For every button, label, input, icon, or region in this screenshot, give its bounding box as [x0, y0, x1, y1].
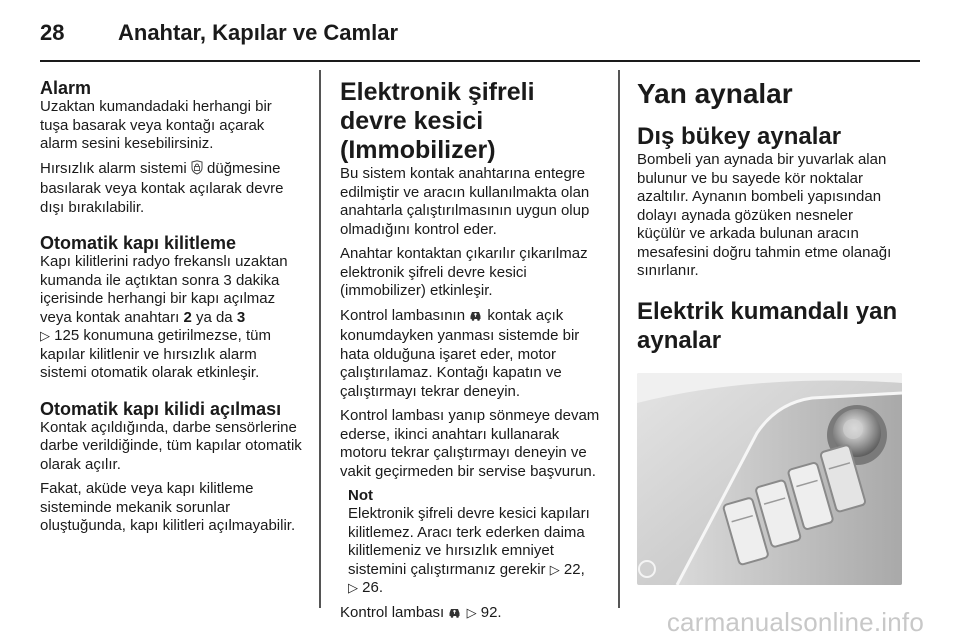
immobilizer-paragraph-2: Anahtar kontaktan çıkarılır çıkarılmaz elektronik şifreli devre kesici (immobilizer) etkinleşir.	[340, 245, 588, 299]
immobilizer-paragraph-1: Bu sistem kontak anahtarına entegre edilmiştir ve aracın kullanılmakta olan anahtarla çalıştırılmasının uygun olup olmadığını kontrol eder.	[340, 165, 590, 238]
key-position-3: 3	[236, 308, 246, 326]
triangle-right-icon: ▷	[348, 580, 358, 595]
note-ref-2: 26.	[362, 579, 384, 596]
convex-mirrors-heading: Dış bükey aynalar	[637, 123, 842, 150]
column-3	[637, 78, 902, 585]
autounlock-heading: Otomatik kapı kilidi açılması	[40, 398, 282, 419]
immobilizer-paragraph-5	[340, 604, 602, 625]
alarm-paragraph-2	[40, 160, 302, 218]
immobilizer-paragraph-3	[340, 307, 602, 402]
triangle-right-icon: ▷	[549, 561, 560, 577]
autounlock-paragraph-2: Fakat, aküde veya kapı kilitleme sisteminde mekanik sorunlar oluştuğunda, kapı kilitleri açılmayabilir.	[40, 480, 296, 534]
autounlock-paragraph-1: Kontak açıldığında, darbe sensörlerine darbe verildiğinde, tüm kapılar otomatik olarak açılır.	[40, 418, 302, 473]
lamp-ref-page: 92.	[480, 603, 502, 621]
car-key-icon	[448, 606, 462, 625]
lamp-text-b: kontak açık konumdayken yanması sistemde bir hata olduğuna işaret eder, motor çalıştırılamaz. Kontağı kapatın ve çalıştırmayı tekrar deneyin.	[340, 306, 580, 400]
alarm-paragraph-1: Uzaktan kumandadaki herhangi bir tuşa basarak veya kontağı açarak alarm sesini kesebilirsiniz.	[40, 98, 272, 152]
alarm-text-a: Hırsızlık alarm sistemi	[40, 159, 187, 177]
electric-mirrors-heading: Elektrik kumandalı yan aynalar	[637, 297, 898, 354]
autolock-heading: Otomatik kapı kilitleme	[40, 233, 237, 253]
page-number: 28	[40, 20, 65, 45]
key-position-2: 2	[183, 308, 192, 326]
convex-mirrors-paragraph: Bombeli yan aynada bir yuvarlak alan bulunur ve bu sayede kör noktalar azaltılır. Aynanın bombeli yapısından dolayı aynada gözüken nesneler küçülür ve arkada bulunan aracın mesafesini doğru tahmin etme olanağı sınırlanır.	[637, 151, 892, 279]
watermark: carmanualsonline.info	[666, 607, 924, 637]
alarm-text-b: düğmesine basılarak veya kontak açılarak devre dışı bırakılabilir.	[40, 159, 284, 216]
note-text-a: Elektronik şifreli devre kesici kapıları kilitlemez. Aracı terk ederken daima kilitlemeniz ve hırsızlık emniyet sistemini çalıştırmanız gerekir	[348, 505, 590, 578]
note-title: Not	[348, 487, 373, 504]
lamp-text-a: Kontrol lambasının	[340, 306, 466, 324]
header-rule	[40, 60, 920, 62]
triangle-right-icon: ▷	[40, 328, 50, 343]
alarm-heading: Alarm	[40, 78, 92, 98]
note-text	[348, 505, 602, 598]
column-divider-1	[319, 70, 321, 608]
column-divider-2	[618, 70, 620, 608]
mirror-control-photo	[637, 373, 902, 585]
car-key-icon	[469, 309, 483, 328]
note-box	[348, 487, 602, 598]
lock-shield-icon	[191, 160, 203, 181]
column-2	[340, 78, 602, 630]
lamp-ref-text: Kontrol lambası	[340, 603, 445, 621]
side-mirrors-heading: Yan aynalar	[637, 78, 793, 109]
autolock-text-b: 125 konumuna getirilmezse, tüm kapılar kilitlenir ve hırsızlık alarm sistemi otomatik olarak etkinleşir.	[40, 327, 271, 381]
note-ref-1: 22,	[563, 560, 585, 578]
autolock-text-a: Kapı kilitlerini radyo frekanslı uzaktan kumanda ile açtıktan sonra 3 dakika içerisinde herhangi bir kapı açılmaz veya kontak anahtarı	[40, 253, 288, 326]
page-header	[40, 18, 398, 48]
column-1	[40, 78, 302, 542]
immobilizer-heading: Elektronik şifreli devre kesici (Immobilizer)	[340, 78, 535, 164]
immobilizer-paragraph-4: Kontrol lambası yanıp sönmeye devam ederse, ikinci anahtarı kullanarak motoru tekrar çalıştırmayı deneyin ve vakit geçirmeden bir servise başvurun.	[340, 407, 600, 480]
autolock-text-mid: ya da	[195, 308, 233, 326]
page-title: Anahtar, Kapılar ve Camlar	[118, 20, 399, 45]
autolock-paragraph	[40, 253, 302, 383]
triangle-right-icon: ▷	[466, 604, 477, 620]
